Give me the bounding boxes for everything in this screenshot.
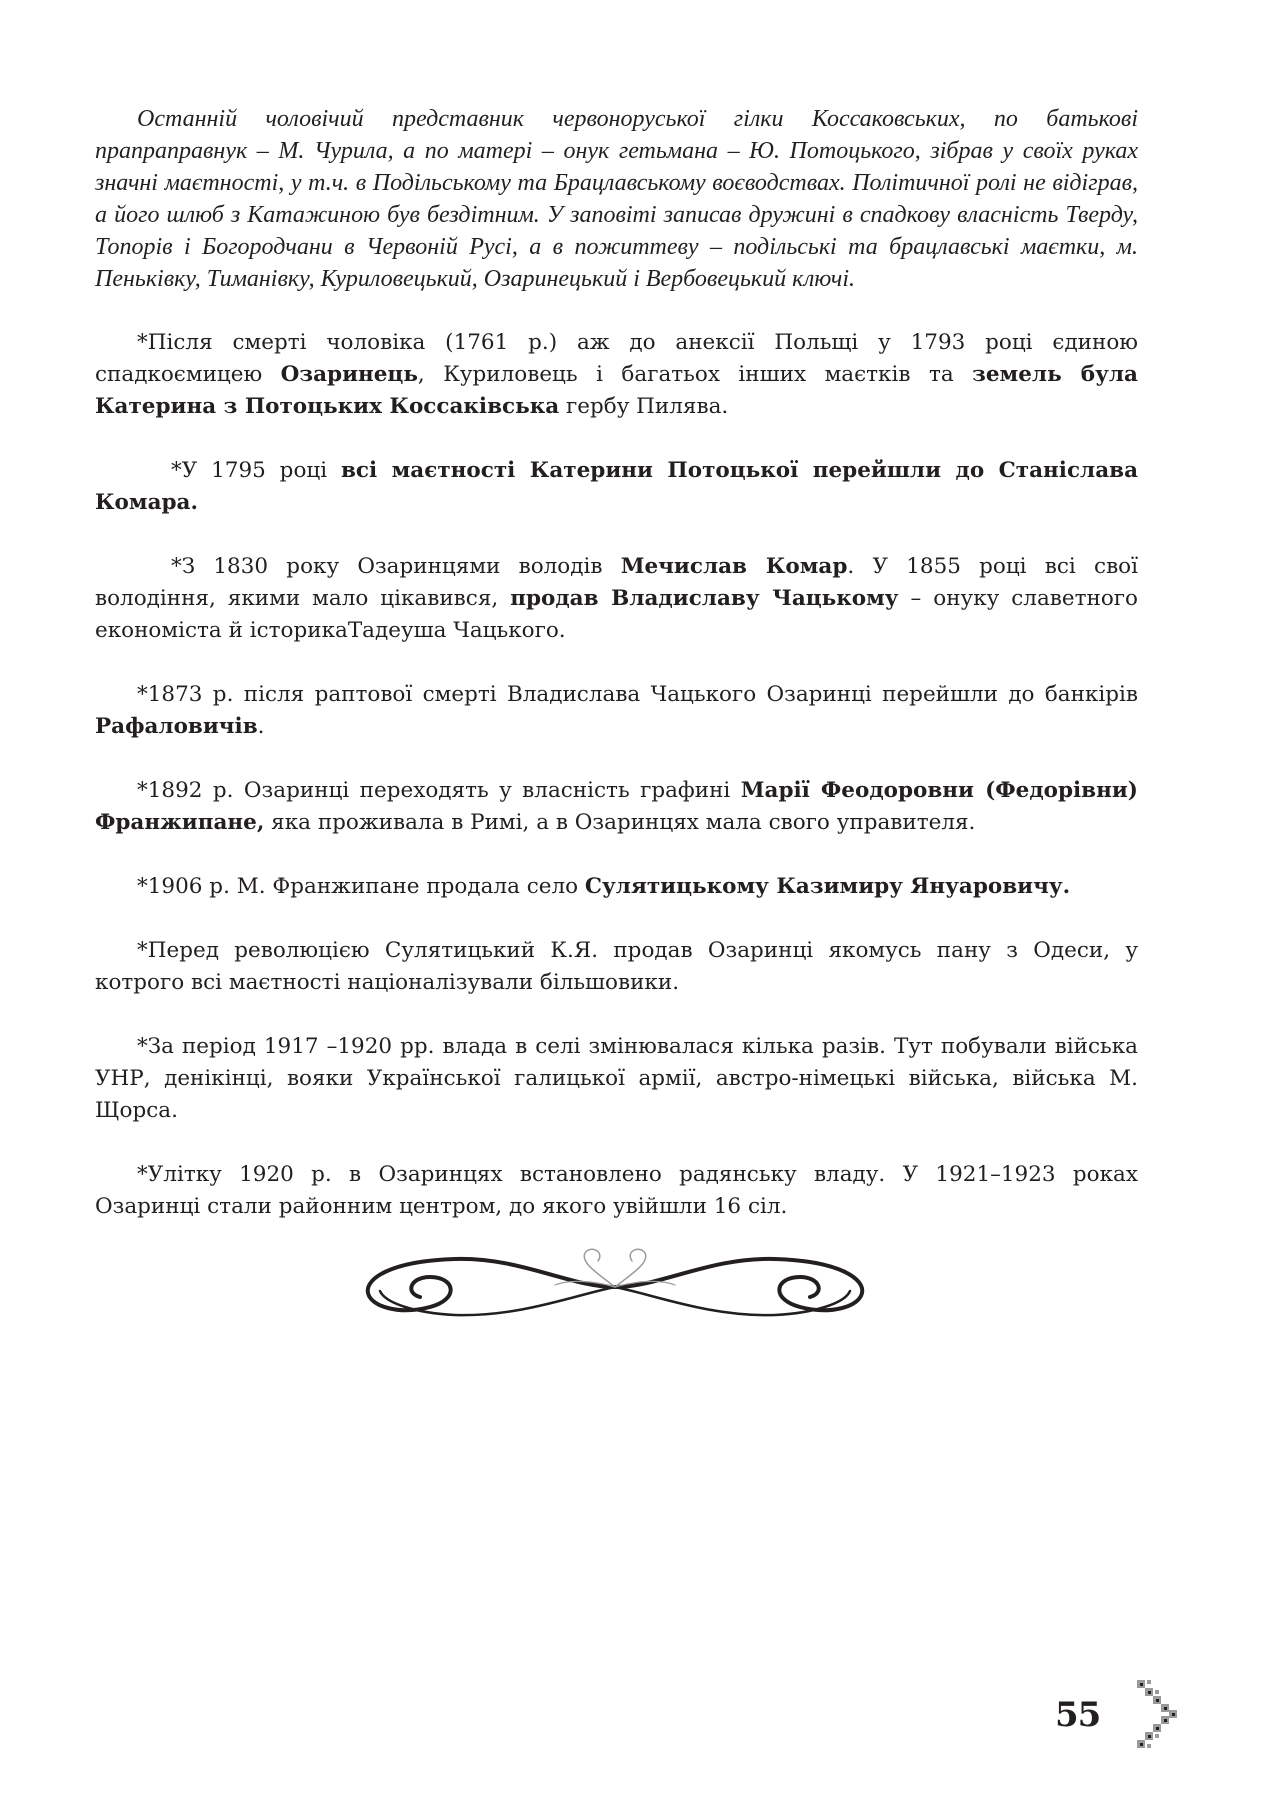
flourish-divider-icon	[360, 1245, 870, 1325]
paragraph-3	[95, 455, 1138, 519]
text-run: .	[257, 714, 265, 739]
paragraph-2	[95, 327, 1138, 423]
bold-text: Мечислав Комар	[620, 554, 848, 579]
bold-text: продав Владиславу Чацькому	[510, 586, 899, 611]
text-run: *Перед революцією Сулятицький К.Я. продав Озаринці якомусь пану з Одеси, у котрого всі маєтності націоналізували більшовики.	[95, 938, 1138, 995]
text-run: *У 1795 році	[171, 458, 341, 483]
paragraph-7	[95, 871, 1138, 903]
text-run: *1892 р. Озаринці переходять у власність графині	[137, 778, 741, 803]
paragraph-8	[95, 935, 1138, 999]
paragraph-6	[95, 775, 1138, 839]
text-run: *1906 р. М. Франжипане продала село	[137, 874, 585, 899]
text-run: , Куриловець і багатьох інших маєтків та	[417, 362, 973, 387]
embroidery-corner-ornament-icon	[1135, 1678, 1185, 1750]
bold-text: Марії Феодоровни (Федорівни) Франжипане,	[95, 778, 1138, 835]
bold-text: Рафаловичів	[95, 714, 258, 739]
text-run: – онуку славетного економіста й історикаТадеуша Чацького.	[95, 586, 1138, 643]
bold-text: всі маєтності Катерини Потоцької перейшли до Станіслава Комара.	[95, 458, 1138, 515]
text-run: *З 1830 року Озаринцями володів	[171, 554, 621, 579]
page-body	[95, 103, 1138, 1255]
paragraph-10	[95, 1159, 1138, 1223]
page-number: 55	[1055, 1695, 1101, 1735]
bold-text: Сулятицькому Казимиру Януаровичу.	[584, 874, 1071, 899]
text-run: *Після смерті чоловіка (1761 р.) аж до анексії Польщі у 1793 році єдиною спадкоємицею	[95, 330, 1138, 387]
bold-text: Озаринець	[280, 362, 418, 387]
paragraph-4	[95, 551, 1138, 647]
text-run: Останній чоловічий представник червоноруської гілки Коссаковських, по батькові прапраправнук – М. Чурила, а по матері – онук гетьмана – Ю. Потоцького, зібрав у своїх руках значні маєтності, у т.ч. в Подільському та Брацлавському воєводствах. Політичної ролі не відіграв, а його шлюб з Катажиною був бездітним. У заповіті записав дружині в спадкову власність Тверду, Топорів і Богородчани в Червоній Русі, а в пожиттеву – подільські та брацлавські маєтки, м. Пеньківку, Тиманівку, Куриловецький, Озаринецький і Вербовецький ключі.	[95, 106, 1138, 292]
bold-text: земель була Катерина з Потоцьких Коссаківська	[95, 362, 1138, 419]
paragraph-1	[95, 103, 1138, 295]
paragraph-5	[95, 679, 1138, 743]
text-run: *1873 р. після раптової смерті Владислава Чацького Озаринці перейшли до банкірів	[137, 682, 1138, 707]
paragraph-9	[95, 1031, 1138, 1127]
text-run: гербу Пилява.	[559, 394, 729, 419]
text-run: *Улітку 1920 р. в Озаринцях встановлено радянську владу. У 1921–1923 роках Озаринці стали районним центром, до якого увійшли 16 сіл.	[95, 1162, 1138, 1219]
text-run: яка проживала в Римі, а в Озаринцях мала свого управителя.	[264, 810, 976, 835]
text-run: . У 1855 році всі свої володіння, якими мало цікавився,	[95, 554, 1138, 611]
text-run: *За період 1917 –1920 рр. влада в селі змінювалася кілька разів. Тут побували війська УНР, денікінці, вояки Української галицької армії, австро-німецькі війська, війська М. Щорса.	[95, 1034, 1138, 1123]
